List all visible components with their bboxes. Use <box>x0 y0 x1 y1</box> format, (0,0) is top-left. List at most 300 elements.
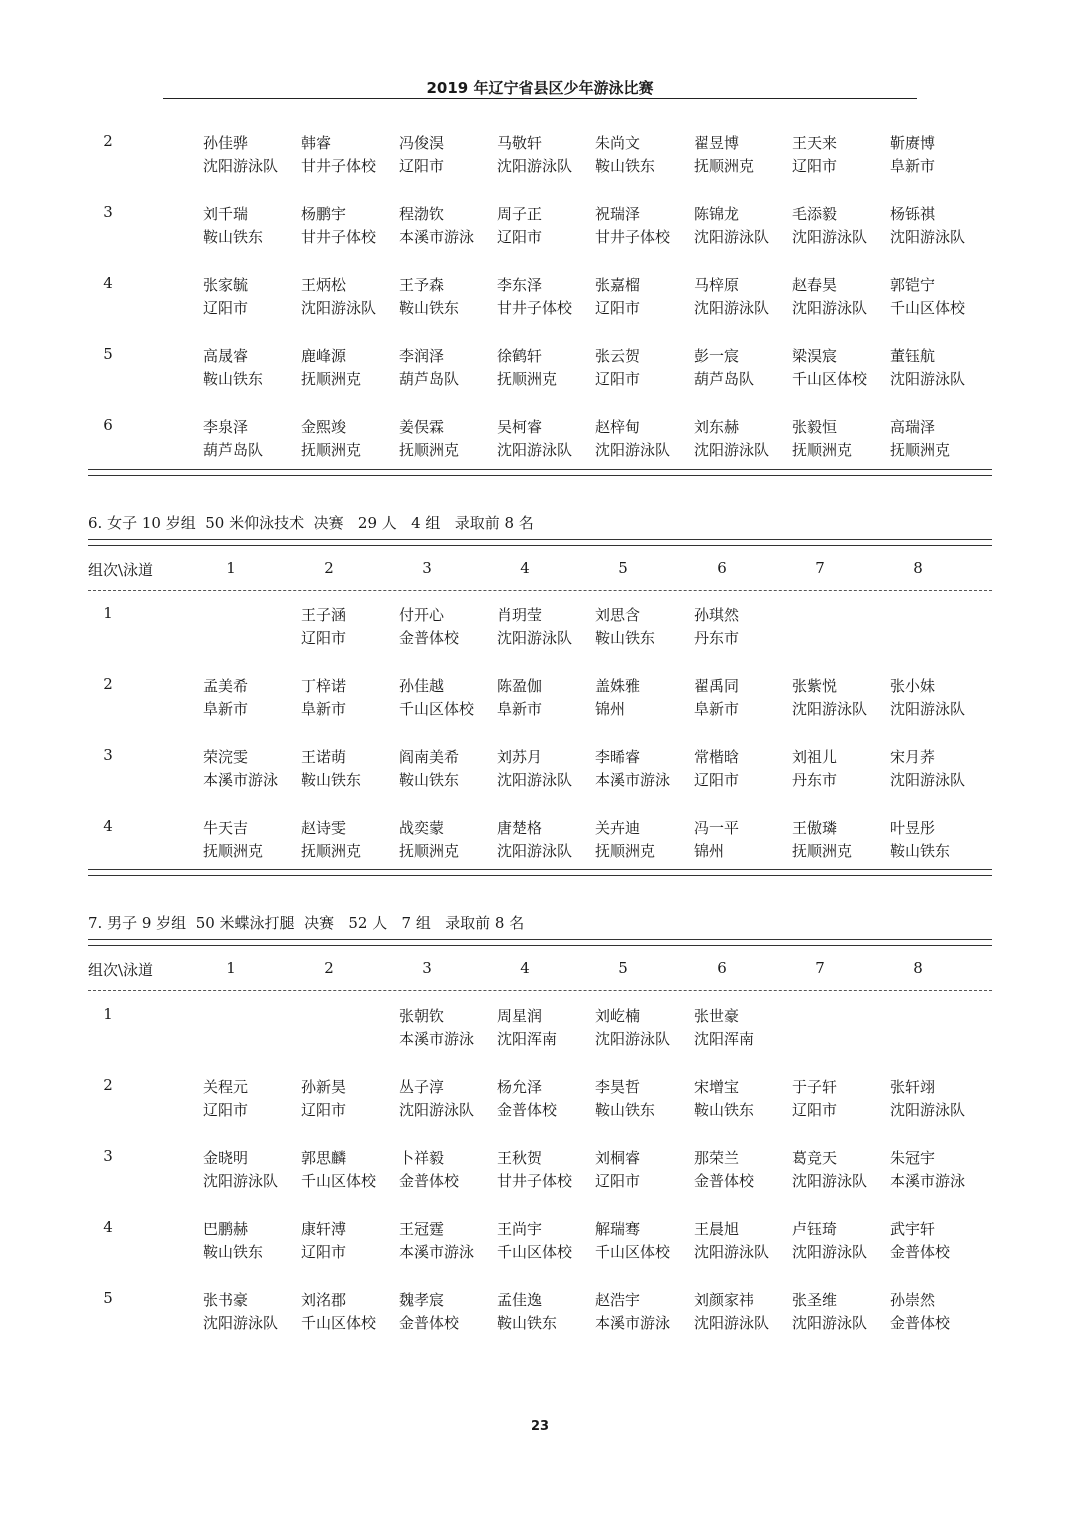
lane-entry <box>890 345 986 391</box>
lane-entry <box>203 675 299 721</box>
team-name: 抚顺洲克 <box>399 842 460 860</box>
group-number: 6 <box>103 416 113 434</box>
group-row <box>0 345 1080 393</box>
lane-entry <box>890 274 986 320</box>
lane-entry <box>203 817 299 863</box>
lane-entry <box>399 274 495 320</box>
lane-entry <box>497 1289 593 1335</box>
lane-entry <box>497 203 593 249</box>
team-name <box>890 627 986 650</box>
lane-entry <box>399 1218 495 1264</box>
team-name: 本溪市游泳 <box>399 1030 475 1048</box>
lane-header <box>0 959 1080 981</box>
lane-entry <box>203 1005 299 1051</box>
team-name: 抚顺洲克 <box>890 441 951 459</box>
team-name: 千山区体校 <box>792 370 868 388</box>
team-name: 葫芦岛队 <box>399 370 460 388</box>
lane-entry <box>694 1289 790 1335</box>
group-row <box>0 604 1080 652</box>
lane-number: 7 <box>815 959 825 977</box>
team-name: 甘井子体校 <box>595 228 671 246</box>
lane-entry <box>694 604 790 650</box>
lane-entry <box>301 416 397 462</box>
swimmer-name: 阎南美希 <box>399 748 460 766</box>
lane-entry <box>399 1076 495 1122</box>
swimmer-name: 常楷晗 <box>694 748 740 766</box>
team-name: 锦州 <box>694 842 725 860</box>
team-name: 沈阳游泳队 <box>792 1314 868 1332</box>
swimmer-name: 刘屹楠 <box>595 1007 641 1025</box>
lane-entry <box>595 817 691 863</box>
team-name: 抚顺洲克 <box>595 842 656 860</box>
swimmer-name: 王傲璘 <box>792 819 838 837</box>
swimmer-name: 朱冠宇 <box>890 1149 936 1167</box>
swimmer-name: 高瑞泽 <box>890 418 936 436</box>
swimmer-name: 张云贺 <box>595 347 641 365</box>
double-rule <box>88 469 992 476</box>
swimmer-name: 刘祖儿 <box>792 748 838 766</box>
lane-entry <box>203 203 299 249</box>
lane-entry <box>203 604 299 650</box>
lane-entry <box>890 1218 986 1264</box>
group-row <box>0 1218 1080 1266</box>
lane-entry <box>203 1218 299 1264</box>
lane-entry <box>890 132 986 178</box>
swimmer-name: 卢钰琦 <box>792 1220 838 1238</box>
team-name: 鞍山铁东 <box>399 299 460 317</box>
lane-entry <box>694 416 790 462</box>
team-name: 鞍山铁东 <box>595 1101 656 1119</box>
lane-entry <box>301 604 397 650</box>
swimmer-name: 宋月荞 <box>890 748 936 766</box>
group-row <box>0 746 1080 794</box>
lane-entry <box>694 746 790 792</box>
double-rule <box>88 539 992 546</box>
team-name: 抚顺洲克 <box>301 370 362 388</box>
team-name: 鞍山铁东 <box>497 1314 558 1332</box>
team-name: 辽阳市 <box>301 629 347 647</box>
team-name: 金普体校 <box>694 1172 755 1190</box>
team-name: 沈阳游泳队 <box>792 228 868 246</box>
swimmer-name <box>203 604 299 627</box>
swimmer-name: 唐楚格 <box>497 819 543 837</box>
swimmer-name: 付开心 <box>399 606 445 624</box>
group-number: 3 <box>103 1147 113 1165</box>
lane-number: 8 <box>913 559 923 577</box>
group-number: 5 <box>103 1289 113 1307</box>
swimmer-name: 王尚宇 <box>497 1220 543 1238</box>
group-row <box>0 132 1080 180</box>
team-name: 本溪市游泳 <box>399 1243 475 1261</box>
lane-entry <box>792 203 888 249</box>
lane-number: 6 <box>717 559 727 577</box>
lane-entry <box>497 604 593 650</box>
team-name <box>890 1028 986 1051</box>
lane-entry <box>399 132 495 178</box>
lane-entry <box>497 1005 593 1051</box>
team-name: 鞍山铁东 <box>595 629 656 647</box>
lane-entry <box>595 1218 691 1264</box>
team-name: 甘井子体校 <box>497 1172 573 1190</box>
team-name: 抚顺洲克 <box>301 842 362 860</box>
swimmer-name: 马敬轩 <box>497 134 543 152</box>
lane-entry <box>792 817 888 863</box>
lane-entry <box>792 132 888 178</box>
swimmer-name: 姜俣霖 <box>399 418 445 436</box>
swimmer-name: 陈锦龙 <box>694 205 740 223</box>
lane-entry <box>792 416 888 462</box>
lane-number: 4 <box>520 559 530 577</box>
swimmer-name: 董钰航 <box>890 347 936 365</box>
swimmer-name <box>792 1005 888 1028</box>
team-name: 沈阳游泳队 <box>792 1172 868 1190</box>
swimmer-name: 刘桐睿 <box>595 1149 641 1167</box>
group-row <box>0 1076 1080 1124</box>
group-row <box>0 1289 1080 1337</box>
team-name: 阜新市 <box>203 700 249 718</box>
swimmer-name: 冯俊淏 <box>399 134 445 152</box>
swimmer-name: 徐鹤轩 <box>497 347 543 365</box>
swimmer-name: 肖玥莹 <box>497 606 543 624</box>
team-name: 抚顺洲克 <box>203 842 264 860</box>
team-name: 本溪市游泳 <box>595 771 671 789</box>
team-name: 千山区体校 <box>890 299 966 317</box>
lane-entry <box>595 203 691 249</box>
swimmer-name: 孙佳骅 <box>203 134 249 152</box>
team-name: 金普体校 <box>399 1172 460 1190</box>
group-row <box>0 1005 1080 1053</box>
lane-header-label: 组次\泳道 <box>88 961 154 979</box>
lane-entry <box>203 1147 299 1193</box>
team-name <box>792 1028 888 1051</box>
swimmer-name: 张家毓 <box>203 276 249 294</box>
lane-entry <box>301 1289 397 1335</box>
swimmer-name: 孟佳逸 <box>497 1291 543 1309</box>
swimmer-name: 王晨旭 <box>694 1220 740 1238</box>
swimmer-name: 韩睿 <box>301 134 332 152</box>
lane-entry <box>497 132 593 178</box>
lane-entry <box>399 675 495 721</box>
lane-entry <box>399 1289 495 1335</box>
team-name: 沈阳游泳队 <box>792 299 868 317</box>
swimmer-name: 翟昱博 <box>694 134 740 152</box>
team-name: 沈阳游泳队 <box>301 299 377 317</box>
lane-entry <box>497 416 593 462</box>
group-row <box>0 817 1080 865</box>
swimmer-name: 周星润 <box>497 1007 543 1025</box>
swimmer-name: 解瑞骞 <box>595 1220 641 1238</box>
swimmer-name: 靳赓博 <box>890 134 936 152</box>
team-name: 鞍山铁东 <box>203 1243 264 1261</box>
swimmer-name: 彭一宸 <box>694 347 740 365</box>
team-name: 鞍山铁东 <box>595 157 656 175</box>
team-name: 千山区体校 <box>301 1314 377 1332</box>
lane-entry <box>792 1076 888 1122</box>
swimmer-name: 冯一平 <box>694 819 740 837</box>
lane-entry <box>694 1147 790 1193</box>
lane-entry <box>694 817 790 863</box>
swimmer-name: 赵浩宇 <box>595 1291 641 1309</box>
team-name: 沈阳游泳队 <box>694 299 770 317</box>
lane-entry <box>301 675 397 721</box>
team-name: 葫芦岛队 <box>694 370 755 388</box>
team-name: 阜新市 <box>890 157 936 175</box>
swimmer-name: 王予森 <box>399 276 445 294</box>
lane-number: 2 <box>324 959 334 977</box>
team-name: 辽阳市 <box>203 1101 249 1119</box>
swimmer-name: 郭思麟 <box>301 1149 347 1167</box>
lane-entry <box>792 1218 888 1264</box>
team-name: 沈阳游泳队 <box>792 1243 868 1261</box>
swimmer-name: 王冠霆 <box>399 1220 445 1238</box>
lane-entry <box>301 132 397 178</box>
team-name: 沈阳游泳队 <box>497 842 573 860</box>
swimmer-name: 孙新昊 <box>301 1078 347 1096</box>
page-title: 2019 年辽宁省县区少年游泳比赛 <box>426 79 654 97</box>
team-name: 鞍山铁东 <box>203 370 264 388</box>
lane-entry <box>301 274 397 320</box>
lane-entry <box>792 675 888 721</box>
lane-entry <box>595 416 691 462</box>
lane-entry <box>595 1147 691 1193</box>
group-number: 2 <box>103 1076 113 1094</box>
lane-entry <box>399 817 495 863</box>
swimmer-name <box>890 1005 986 1028</box>
page-number: 23 <box>530 1419 550 1434</box>
swimmer-name: 康轩溥 <box>301 1220 347 1238</box>
lane-entry <box>203 345 299 391</box>
team-name: 沈阳游泳队 <box>792 700 868 718</box>
lane-entry <box>595 1076 691 1122</box>
lane-entry <box>792 274 888 320</box>
lane-number: 5 <box>618 559 628 577</box>
swimmer-name: 程渤钦 <box>399 205 445 223</box>
team-name: 金普体校 <box>890 1314 951 1332</box>
lane-entry <box>399 604 495 650</box>
lane-entry <box>399 746 495 792</box>
team-name: 千山区体校 <box>497 1243 573 1261</box>
swimmer-name: 张世豪 <box>694 1007 740 1025</box>
lane-entry <box>203 274 299 320</box>
lane-number: 1 <box>226 959 236 977</box>
team-name: 辽阳市 <box>595 299 641 317</box>
lane-header-label: 组次\泳道 <box>88 561 154 579</box>
lane-entry <box>595 746 691 792</box>
lane-entry <box>399 345 495 391</box>
team-name: 锦州 <box>595 700 626 718</box>
group-row <box>0 203 1080 251</box>
lane-entry <box>399 1147 495 1193</box>
team-name: 葫芦岛队 <box>203 441 264 459</box>
swimmer-name: 魏孝宸 <box>399 1291 445 1309</box>
swimmer-name: 张紫悦 <box>792 677 838 695</box>
lane-number: 2 <box>324 559 334 577</box>
lane-entry <box>497 345 593 391</box>
team-name: 辽阳市 <box>694 771 740 789</box>
lane-number: 5 <box>618 959 628 977</box>
swimmer-name <box>792 604 888 627</box>
swimmer-name: 郭铠宁 <box>890 276 936 294</box>
swimmer-name: 丁梓诺 <box>301 677 347 695</box>
group-number: 4 <box>103 817 113 835</box>
team-name: 千山区体校 <box>399 700 475 718</box>
team-name: 本溪市游泳 <box>203 771 279 789</box>
team-name: 沈阳游泳队 <box>595 441 671 459</box>
team-name: 阜新市 <box>301 700 347 718</box>
team-name: 沈阳游泳队 <box>497 629 573 647</box>
lane-entry <box>203 132 299 178</box>
team-name <box>301 1028 397 1051</box>
team-name: 沈阳游泳队 <box>890 1101 966 1119</box>
lane-entry <box>203 746 299 792</box>
swimmer-name: 关程元 <box>203 1078 249 1096</box>
swimmer-name: 孙佳越 <box>399 677 445 695</box>
group-number: 2 <box>103 675 113 693</box>
lane-entry <box>595 1289 691 1335</box>
swimmer-name: 刘苏月 <box>497 748 543 766</box>
team-name: 鞍山铁东 <box>301 771 362 789</box>
lane-entry <box>497 1147 593 1193</box>
dashed-rule <box>88 590 992 591</box>
lane-entry <box>497 675 593 721</box>
swimmer-name: 赵诗雯 <box>301 819 347 837</box>
team-name: 沈阳游泳队 <box>890 370 966 388</box>
team-name: 金普体校 <box>399 1314 460 1332</box>
swimmer-name: 张毅恒 <box>792 418 838 436</box>
header-divider <box>163 98 917 99</box>
team-name: 抚顺洲克 <box>497 370 558 388</box>
swimmer-name: 祝瑞泽 <box>595 205 641 223</box>
lane-entry <box>694 132 790 178</box>
swimmer-name: 张嘉榴 <box>595 276 641 294</box>
swimmer-name: 金熙竣 <box>301 418 347 436</box>
swimmer-name: 王炳松 <box>301 276 347 294</box>
swimmer-name: 张书豪 <box>203 1291 249 1309</box>
lane-entry <box>595 345 691 391</box>
group-number: 3 <box>103 203 113 221</box>
swimmer-name: 孙琪然 <box>694 606 740 624</box>
lane-entry <box>792 1289 888 1335</box>
section-title: 6. 女子 10 岁组 50 米仰泳技术 决赛 29 人 4 组 录取前 8 名 <box>88 514 534 532</box>
swimmer-name: 刘洺郡 <box>301 1291 347 1309</box>
lane-number: 7 <box>815 559 825 577</box>
swimmer-name: 刘颜家祎 <box>694 1291 755 1309</box>
lane-entry <box>595 675 691 721</box>
lane-entry <box>399 1005 495 1051</box>
lane-entry <box>595 274 691 320</box>
team-name: 金普体校 <box>497 1101 558 1119</box>
team-name: 辽阳市 <box>301 1101 347 1119</box>
swimmer-name: 杨铄祺 <box>890 205 936 223</box>
team-name: 鞍山铁东 <box>694 1101 755 1119</box>
team-name: 沈阳游泳队 <box>694 1314 770 1332</box>
lane-entry <box>890 416 986 462</box>
swimmer-name: 王秋贺 <box>497 1149 543 1167</box>
swimmer-name: 卜祥毅 <box>399 1149 445 1167</box>
team-name: 千山区体校 <box>595 1243 671 1261</box>
lane-entry <box>595 132 691 178</box>
swimmer-name: 鹿峰源 <box>301 347 347 365</box>
lane-entry <box>301 203 397 249</box>
swimmer-name: 杨允泽 <box>497 1078 543 1096</box>
lane-entry <box>694 1218 790 1264</box>
lane-entry <box>694 274 790 320</box>
group-number: 3 <box>103 746 113 764</box>
team-name: 金普体校 <box>399 629 460 647</box>
swimmer-name: 葛竞天 <box>792 1149 838 1167</box>
swimmer-name: 孟美希 <box>203 677 249 695</box>
lane-entry <box>595 604 691 650</box>
swimmer-name: 牛天吉 <box>203 819 249 837</box>
team-name: 辽阳市 <box>399 157 445 175</box>
lane-number: 4 <box>520 959 530 977</box>
lane-entry <box>890 817 986 863</box>
group-number: 2 <box>103 132 113 150</box>
team-name: 抚顺洲克 <box>792 441 853 459</box>
lane-entry <box>694 203 790 249</box>
lane-entry <box>301 345 397 391</box>
lane-number: 3 <box>422 959 432 977</box>
team-name: 沈阳游泳队 <box>203 1314 279 1332</box>
lane-entry <box>792 604 888 650</box>
team-name: 甘井子体校 <box>301 157 377 175</box>
swimmer-name: 马梓原 <box>694 276 740 294</box>
team-name: 鞍山铁东 <box>399 771 460 789</box>
lane-entry <box>792 1147 888 1193</box>
lane-entry <box>890 604 986 650</box>
team-name: 沈阳游泳队 <box>203 157 279 175</box>
double-rule <box>88 869 992 876</box>
group-number: 5 <box>103 345 113 363</box>
lane-entry <box>890 1147 986 1193</box>
swimmer-name: 赵春昊 <box>792 276 838 294</box>
team-name: 丹东市 <box>694 629 740 647</box>
swimmer-name: 张朝钦 <box>399 1007 445 1025</box>
swimmer-name: 张圣维 <box>792 1291 838 1309</box>
swimmer-name: 张小妹 <box>890 677 936 695</box>
lane-number: 6 <box>717 959 727 977</box>
group-row <box>0 274 1080 322</box>
team-name <box>203 627 299 650</box>
lane-entry <box>792 1005 888 1051</box>
swimmer-name: 刘千瑞 <box>203 205 249 223</box>
swimmer-name: 杨鹏宇 <box>301 205 347 223</box>
team-name: 辽阳市 <box>595 370 641 388</box>
team-name: 金普体校 <box>890 1243 951 1261</box>
team-name: 抚顺洲克 <box>792 842 853 860</box>
group-number: 4 <box>103 1218 113 1236</box>
lane-number: 3 <box>422 559 432 577</box>
lane-entry <box>301 1218 397 1264</box>
lane-entry <box>203 1289 299 1335</box>
team-name: 抚顺洲克 <box>301 441 362 459</box>
lane-entry <box>497 817 593 863</box>
lane-entry <box>301 1005 397 1051</box>
lane-entry <box>497 1076 593 1122</box>
swimmer-name: 翟禹同 <box>694 677 740 695</box>
lane-header <box>0 559 1080 581</box>
team-name: 沈阳游泳队 <box>203 1172 279 1190</box>
swimmer-name: 那荣兰 <box>694 1149 740 1167</box>
group-number: 1 <box>103 604 113 622</box>
swimmer-name: 叶昱彤 <box>890 819 936 837</box>
lane-entry <box>595 1005 691 1051</box>
team-name: 阜新市 <box>497 700 543 718</box>
lane-entry <box>694 1005 790 1051</box>
swimmer-name: 刘思含 <box>595 606 641 624</box>
dashed-rule <box>88 990 992 991</box>
team-name: 辽阳市 <box>792 157 838 175</box>
